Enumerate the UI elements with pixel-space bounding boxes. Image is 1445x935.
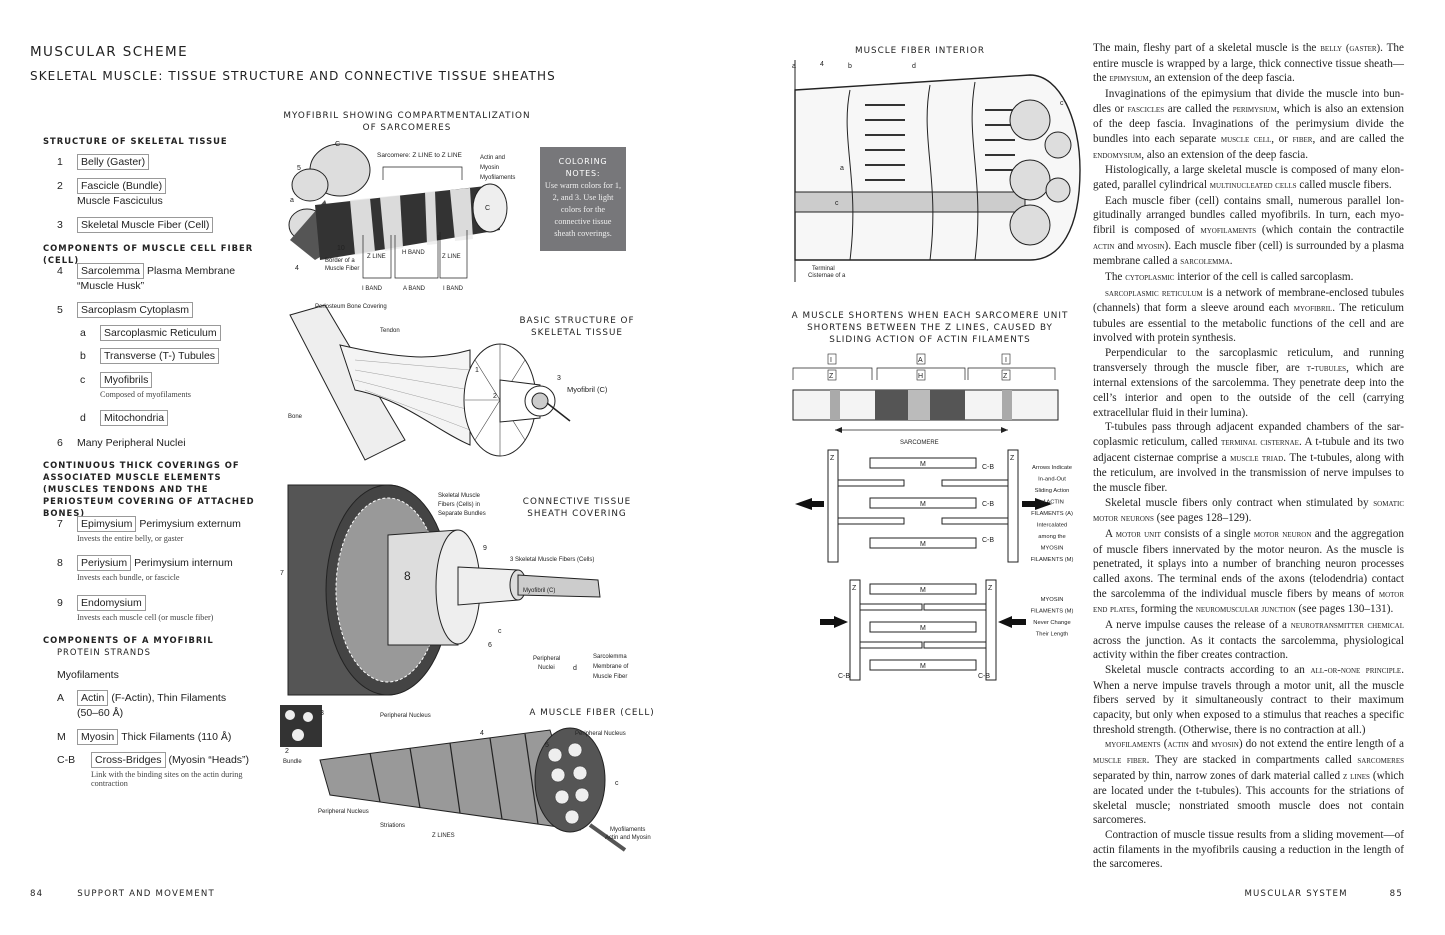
legend-number: 8 <box>57 557 63 569</box>
label-myofilaments-2: Actin and Myosin <box>605 835 651 841</box>
legend-term: Cross-Bridges <box>91 752 166 768</box>
arrows-note-line: of ACTIN <box>1040 499 1064 506</box>
label-z-6: Z <box>988 585 993 592</box>
text-run: (which contain the contractile <box>1256 223 1405 236</box>
label-4: 4 <box>480 730 484 737</box>
key-term: myofilaments <box>1200 224 1257 236</box>
coloring-notes-body: Use warm colors for 1, 2, and 3. Use light colors for the connective tissue sheath coverings. <box>544 181 622 238</box>
text-run: and <box>1114 239 1137 252</box>
label-i-band-1: I BAND <box>362 286 383 292</box>
legend-term: Transverse (T-) Tubules <box>100 348 219 364</box>
legend-number: C-B <box>57 754 76 766</box>
legend-note: Link with the binding sites on the actin during contraction <box>91 770 243 788</box>
coloring-notes-box <box>540 147 626 251</box>
legend-number: 6 <box>57 437 63 449</box>
body-text <box>1093 41 1404 872</box>
footer-section-left: SUPPORT AND MOVEMENT <box>77 889 215 899</box>
key-term: somatic motor neurons <box>1093 497 1404 525</box>
label-c-top: C <box>335 141 341 148</box>
label-i-band-2: I BAND <box>443 286 464 292</box>
legend-term: Endomysium <box>77 595 146 611</box>
footer-section-right: MUSCULAR SYSTEM <box>1244 889 1348 899</box>
text-run: , forming the <box>1134 603 1196 616</box>
legend-extra-line: “Muscle Husk” <box>77 280 145 292</box>
key-term: muscle cell <box>1220 133 1272 145</box>
label-sarcolemma-2: Membrane of <box>593 664 629 670</box>
label-8-center: 8 <box>404 569 411 583</box>
label-a: a <box>792 63 796 70</box>
key-term: cytoplasmic <box>1125 271 1175 283</box>
page-title: MUSCULAR SCHEME <box>30 44 188 60</box>
legend-text: Many Peripheral Nuclei <box>77 437 186 449</box>
text-run: , an extension of the deep fascia. <box>1148 72 1295 85</box>
text-run: (see pages 130–131). <box>1295 603 1394 616</box>
section-subheading-protein: PROTEIN STRANDS <box>57 647 151 657</box>
key-term: actin <box>1093 240 1115 252</box>
footer-right <box>1244 889 1403 899</box>
label-d: d <box>912 63 916 70</box>
page-number-left: 84 <box>30 889 44 899</box>
legend-number: b <box>80 350 86 362</box>
label-z-line-2: Z LINE <box>442 254 461 260</box>
legend-text: Myofilaments <box>57 669 119 681</box>
legend-term: Epimysium <box>77 516 136 532</box>
label-tendon: Tendon <box>380 328 400 334</box>
label-c: c <box>615 780 619 787</box>
label-fibers-3: Separate Bundles <box>438 511 486 517</box>
legend-extra: (F-Actin), Thin Filaments <box>111 692 227 704</box>
text-run: . The t-tubules, along with the reticulum, are involved in the transmission of nerve impulses to the muscle fiber. <box>1093 451 1404 495</box>
section-heading-structure: STRUCTURE OF SKELETAL TISSUE <box>43 136 228 146</box>
label-7: 7 <box>280 570 284 577</box>
key-term: terminal cisternae <box>1221 437 1299 449</box>
label-z-line-1: Z LINE <box>367 254 386 260</box>
text-run: . The entire muscle is wrapped by a large, thick connective tissue sheath—the <box>1093 42 1404 85</box>
text-run: . They are stacked in compartments called <box>1146 753 1358 766</box>
text-run: and the aggregation of muscle fibers innervated by the motor neuron. As the muscle is penetrated, it splays into a number of branching neuron processes called axons. The terminal ends of the axons (telodendria) contact the sarcolemma of the individual muscle fibers by means of <box>1093 528 1404 600</box>
text-run: , and are called the <box>1312 132 1404 145</box>
label-c-2: c <box>835 200 839 207</box>
label-periosteum: Periosteum Bone Covering <box>315 304 387 310</box>
arrows-note-line: Sliding Action <box>1034 488 1070 494</box>
text-run: ( <box>1160 738 1168 751</box>
label-border: Border of a <box>325 258 355 264</box>
body-paragraph <box>1093 420 1404 495</box>
legend-extra: Perimysium externum <box>139 518 241 530</box>
label-terminal-cisternae-2: Cisternae of a <box>808 273 846 279</box>
muscle-fiber-interior-illustration <box>790 60 1085 282</box>
legend-term: Fascicle (Bundle) <box>77 178 166 194</box>
connective-tissue-illustration <box>278 475 663 705</box>
label-4: 4 <box>295 265 299 272</box>
key-term: motor unit <box>1115 529 1161 540</box>
arrows-note-line: among the <box>1038 534 1066 540</box>
legend-item <box>80 412 171 424</box>
label-peripheral-nucleus-top: Peripheral Nucleus <box>380 713 431 719</box>
text-run: (which are located under the t-tubules). This accounts for the striations of skeletal muscle; nonstriated smooth muscle does not contain sarcomeres. <box>1093 769 1404 827</box>
legend-item <box>57 669 119 681</box>
text-run: Histologically, a large skeletal muscle is composed of many elongated, parallel cylindrical <box>1093 164 1404 191</box>
text-run: Skeletal muscle fibers only contract when stimulated by <box>1105 496 1374 509</box>
legend-item <box>57 180 169 207</box>
label-sarcomere: SARCOMERE <box>900 440 939 446</box>
label-a: a <box>290 197 294 204</box>
label-bundle: Bundle <box>283 759 302 765</box>
label-m-4: M <box>920 587 926 594</box>
key-term: sarcoplasmic reticulum <box>1105 287 1203 299</box>
label-sarcomere: Sarcomere: Z LINE to Z LINE <box>377 152 462 159</box>
arrows-note-line: Arrows Indicate <box>1032 465 1072 471</box>
body-paragraph <box>1093 527 1404 618</box>
legend-item <box>57 518 242 543</box>
key-term: fiber <box>1292 133 1313 145</box>
legend-item <box>57 731 231 743</box>
body-paragraph <box>1093 194 1404 270</box>
key-term: all-or-none principle <box>1310 664 1402 676</box>
legend-term: Sarcoplasmic Reticulum <box>100 325 221 341</box>
label-3: 3 <box>320 710 324 717</box>
figure-title-sliding: A MUSCLE SHORTENS WHEN EACH SARCOMERE UNIT SHORTENS BETWEEN THE Z LINES, CAUSED BY SLIDING ACTION OF ACTIN FILAMENTS <box>791 311 1069 345</box>
arrows-note-line: Intercalated <box>1036 522 1068 529</box>
arrows-note-line: MYOSIN <box>1040 545 1064 552</box>
legend-term: Myofibrils <box>100 372 152 388</box>
key-term: myosin <box>1136 240 1165 252</box>
myosin-note-line: Never Change <box>1033 620 1071 626</box>
section-heading-coverings: CONTINUOUS THICK COVERINGS OF ASSOCIATED MUSCLE ELEMENTS (MUSCLES TENDONS AND THE PERIOSTEUM COVERING OF ATTACHED BONES) <box>43 460 255 518</box>
label-3: 3 <box>557 375 561 382</box>
label-z-2: Z <box>1003 373 1008 380</box>
text-run: Perpendicular to the sarcoplasmic reticulum, and running transversely through the muscle fiber, are <box>1093 347 1404 374</box>
body-paragraph <box>1093 346 1404 420</box>
label-m-6: M <box>920 663 926 670</box>
basic-structure-illustration <box>285 300 630 470</box>
text-run: . The reticulum tubules are essential to the metabolic functions of the cell and are involved with protein synthesis. <box>1093 302 1405 345</box>
text-run: across the junction. As it contacts the sarcolemma, physiological activity within the fiber creates contraction. <box>1093 634 1404 662</box>
label-cb-5: C-B <box>978 673 991 680</box>
footer-left <box>30 889 215 899</box>
key-term: endomysium <box>1093 149 1142 161</box>
label-c: C <box>485 205 491 212</box>
text-run: . When a nerve impulse travels through a motor unit, all the muscle fibers served by it simultaneously contract to their maximum capacity, but only when exposed to a stimulus that reaches a specific threshold strength. (Otherwise, there is no contraction at all.) <box>1093 663 1404 736</box>
legend-note: Composed of myofilaments <box>100 390 191 399</box>
arrows-note <box>1031 465 1074 563</box>
label-border-2: Muscle Fiber <box>325 266 360 272</box>
legend-item <box>57 692 226 719</box>
label-z-lines: Z LINES <box>432 833 455 839</box>
text-run: , also an extension of the deep fascia. <box>1141 148 1309 161</box>
label-sarcolemma-3: Muscle Fiber <box>593 674 628 680</box>
label-h-band: H BAND <box>402 250 425 256</box>
label-m-5: M <box>920 625 926 632</box>
label-a-top: A <box>918 357 923 364</box>
label-sarcolemma: Sarcolemma <box>593 654 627 660</box>
label-6: 6 <box>488 642 492 649</box>
legend-extra-line: Muscle Fasciculus <box>77 195 163 207</box>
label-cb-1: C-B <box>982 464 995 471</box>
page-subtitle: SKELETAL MUSCLE: TISSUE STRUCTURE AND CONNECTIVE TISSUE SHEATHS <box>30 69 556 83</box>
label-cb-2: C-B <box>982 501 995 508</box>
legend-term: Sarcolemma <box>77 263 144 279</box>
label-cb-3: C-B <box>982 537 995 544</box>
label-5: 5 <box>297 165 301 172</box>
key-term: motor neuron <box>1253 529 1312 540</box>
label-i-1: I <box>830 357 832 364</box>
text-run: A <box>1105 528 1116 540</box>
myosin-note-line: Their Length <box>1035 631 1069 638</box>
arrows-note-line: FILAMENTS (M) <box>1030 557 1074 563</box>
legend-term: Myosin <box>77 729 118 745</box>
legend-item <box>57 754 256 788</box>
legend-extra: (Myosin “Heads”) <box>168 754 250 766</box>
figure-title-muscle-fiber: A MUSCLE FIBER (CELL) <box>529 708 655 718</box>
key-term: fascicles <box>1127 103 1165 115</box>
label-h: H <box>918 373 924 380</box>
text-run: , which are internal extensions of the sarcolemma. They penetrate deep into the cell’s interior and open to the outside of the cell (carrying extracellular fluid in their lumina). <box>1093 361 1404 419</box>
label-z-1: Z <box>829 373 834 380</box>
label-a-2: a <box>840 165 844 172</box>
myosin-note <box>1031 597 1074 638</box>
myofibril-illustration <box>285 140 535 300</box>
key-term: belly (gaster) <box>1320 43 1381 54</box>
legend-item <box>57 557 242 582</box>
legend-item <box>57 265 235 292</box>
figure-title-connective: CONNECTIVE TISSUE SHEATH COVERING <box>522 497 632 519</box>
legend-number: a <box>80 327 86 339</box>
label-c: c <box>1060 100 1064 107</box>
text-run: . A t-tubule and its two adjacent cisternae comprise a <box>1093 436 1404 464</box>
legend-item <box>57 597 242 622</box>
legend-term: Mitochondria <box>100 410 168 426</box>
section-heading-components-cell: COMPONENTS OF MUSCLE CELL FIBER (CELL) <box>43 243 254 265</box>
label-d: d <box>573 665 577 672</box>
body-paragraph <box>1093 87 1404 163</box>
label-10: 10 <box>337 245 345 252</box>
label-myofibril: Myofibril (C) <box>567 385 608 394</box>
label-1: 1 <box>475 367 479 374</box>
label-z-4: Z <box>1010 455 1015 462</box>
legend-note: Invests each muscle cell (or muscle fiber) <box>77 613 214 622</box>
body-paragraph <box>1093 163 1404 193</box>
text-run: Contraction of muscle tissue results from a sliding movement—of actin filaments in the myofibrils causing a reduction in the length of the sarcomeres. <box>1093 829 1404 871</box>
text-run: interior of the cell is called sarcoplasm. <box>1174 270 1354 283</box>
text-run: ) do not extend the entire length of a <box>1238 738 1404 751</box>
label-peripheral-nucleus-right: Peripheral Nucleus <box>575 731 626 737</box>
key-term: epimysium <box>1109 73 1149 85</box>
key-term: actin <box>1167 739 1189 751</box>
muscle-fiber-illustration <box>280 705 665 865</box>
text-run: The main, fleshy part of a skeletal muscle is the <box>1093 42 1321 54</box>
label-i-2: I <box>1005 357 1007 364</box>
label-9: 9 <box>483 545 487 552</box>
key-term: t-tubules <box>1306 362 1347 374</box>
key-term: myofibril <box>1293 303 1333 315</box>
body-paragraph <box>1093 618 1404 663</box>
legend-number: d <box>80 412 86 424</box>
legend-note: Invests the entire belly, or gaster <box>77 534 184 543</box>
legend-item <box>80 374 265 399</box>
legend-number: 1 <box>57 156 63 168</box>
label-bone: Bone <box>288 414 303 420</box>
legend-number: 9 <box>57 597 63 609</box>
legend-number: 3 <box>57 219 63 231</box>
label-2: 2 <box>285 748 289 755</box>
key-term: z lines <box>1343 770 1370 782</box>
label-5: 5 <box>545 742 549 749</box>
text-run: The <box>1105 270 1126 283</box>
legend-term: Actin <box>77 690 108 706</box>
key-term: perimysium <box>1232 103 1277 115</box>
coloring-notes-heading: COLORING NOTES: <box>558 157 608 178</box>
body-paragraph <box>1093 737 1404 828</box>
legend-item <box>80 327 224 339</box>
body-paragraph <box>1093 286 1404 347</box>
legend-item <box>57 219 216 231</box>
key-term: neurotransmitter chemical <box>1290 619 1404 631</box>
label-fibers-2: Fibers (Cells) in <box>438 502 481 508</box>
legend-item <box>80 350 222 362</box>
key-term: sarcolemma <box>1180 256 1230 268</box>
legend-term: Periysium <box>77 555 131 571</box>
text-run: called muscle fibers. <box>1296 178 1392 191</box>
myosin-note-line: MYOSIN <box>1040 597 1064 603</box>
label-actin-myosin-3: Myofilaments <box>480 175 516 181</box>
legend-number: 7 <box>57 518 63 530</box>
key-term: multinucleated cells <box>1209 179 1297 191</box>
text-run: (see pages 128–129). <box>1153 512 1252 525</box>
body-paragraph <box>1093 496 1404 527</box>
label-striations: Striations <box>380 823 406 829</box>
label-2: 2 <box>493 393 497 400</box>
text-run: , which is also an extension of the deep fascia. Invaginations of the perimysium divide the bundles into each separate <box>1093 102 1405 145</box>
figure-title-basic-structure: BASIC STRUCTURE OF SKELETAL TISSUE <box>519 316 635 338</box>
label-cb-4: C-B <box>838 673 851 680</box>
label-peripheral-nuclei-2: Nuclei <box>538 665 555 671</box>
label-myofibril: Myofibril (C) <box>523 588 556 594</box>
page-number-right: 85 <box>1389 889 1403 899</box>
body-paragraph <box>1093 663 1404 737</box>
legend-item <box>57 437 186 449</box>
label-terminal-cisternae: Terminal <box>812 266 835 272</box>
text-run: is a network of membrane-enclosed tubules (channels) that form a sleeve around each <box>1093 286 1404 315</box>
text-run: are called the <box>1164 102 1233 115</box>
key-term: sarcomeres <box>1357 754 1404 766</box>
text-run: , or <box>1271 132 1293 145</box>
text-run: and <box>1188 738 1212 751</box>
label-three-fibers: 3 Skeletal Muscle Fibers (Cells) <box>510 557 595 563</box>
text-run: Each muscle fiber (cell) contains small, numerous parallel longitudinally arranged bundles called myofibrils. In turn, each myofibril is composed of <box>1093 194 1404 236</box>
myosin-note-line: FILAMENTS (M) <box>1030 608 1074 615</box>
body-paragraph <box>1093 270 1404 286</box>
legend-term: Belly (Gaster) <box>77 154 149 170</box>
legend-item <box>57 156 152 168</box>
key-term: muscle triad <box>1230 452 1284 464</box>
sliding-filament-illustration <box>790 352 1080 682</box>
figure-title-myofibril: MYOFIBRIL SHOWING COMPARTMENTALIZATION OF SARCOMERES <box>283 111 531 133</box>
body-paragraph <box>1093 828 1404 872</box>
figure-title-interior: MUSCLE FIBER INTERIOR <box>854 46 986 56</box>
label-m-3: M <box>920 541 926 548</box>
label-4: 4 <box>820 61 824 68</box>
key-term: neuromuscular junction <box>1195 604 1296 616</box>
label-a-band: A BAND <box>403 286 426 292</box>
label-peripheral-nuclei: Peripheral <box>533 656 561 662</box>
label-z-3: Z <box>830 455 835 462</box>
text-run: Skeletal muscle contracts according to an <box>1105 663 1311 676</box>
legend-number: c <box>80 374 86 386</box>
label-c: c <box>498 628 502 635</box>
arrows-note-line: In-and-Out <box>1038 476 1066 483</box>
legend-extra: Perimysium internum <box>134 557 233 569</box>
legend-extra-line: (50–60 Å) <box>77 707 124 719</box>
text-run: Invaginations of the epimysium that divide the muscle into bundles or <box>1093 87 1404 115</box>
text-run: . <box>1229 255 1233 268</box>
key-term: myofilaments <box>1105 739 1161 751</box>
legend-number: 5 <box>57 304 63 316</box>
section-heading-myofibril: COMPONENTS OF A MYOFIBRIL <box>43 635 214 645</box>
label-actin-myosin-2: Myosin <box>480 165 500 171</box>
legend-term: Skeletal Muscle Fiber (Cell) <box>77 217 213 233</box>
text-run: consists of a single <box>1160 528 1254 540</box>
label-myofilaments: Myofilaments <box>610 827 646 833</box>
label-b: b <box>848 63 852 70</box>
legend-extra: Thick Filaments (110 Å) <box>121 731 232 743</box>
key-term: myosin <box>1211 739 1239 751</box>
label-m-2: M <box>920 501 926 508</box>
legend-number: 4 <box>57 265 63 277</box>
body-paragraph <box>1093 41 1404 87</box>
legend-number: 2 <box>57 180 63 192</box>
legend-term: Sarcoplasm Cytoplasm <box>77 302 193 318</box>
label-peripheral-nucleus-bottom: Peripheral Nucleus <box>318 809 369 815</box>
legend-item <box>57 304 196 316</box>
legend-number: A <box>57 692 65 704</box>
key-term: motor end plates <box>1093 588 1404 616</box>
text-run: T-tubules pass through adjacent expanded chambers of the sarcoplasmic reticulum, called <box>1093 421 1404 449</box>
arrows-note-line: FILAMENTS (A) <box>1031 511 1073 517</box>
text-run: A nerve impulse causes the release of a <box>1105 618 1291 631</box>
legend-number: M <box>57 731 66 743</box>
text-run: ). Each muscle fiber (cell) is surrounded by a plasma membrane called a <box>1093 239 1404 268</box>
label-m-1: M <box>920 461 926 468</box>
text-run: separated by thin, narrow zones of dark material called <box>1093 769 1344 782</box>
legend-note: Invests each bundle, or fascicle <box>77 573 180 582</box>
key-term: muscle fiber <box>1093 754 1147 766</box>
label-z-5: Z <box>852 585 857 592</box>
label-actin-myosin: Actin and <box>480 155 506 161</box>
legend-extra: Plasma Membrane <box>146 265 236 277</box>
label-fibers: Skeletal Muscle <box>438 493 481 499</box>
